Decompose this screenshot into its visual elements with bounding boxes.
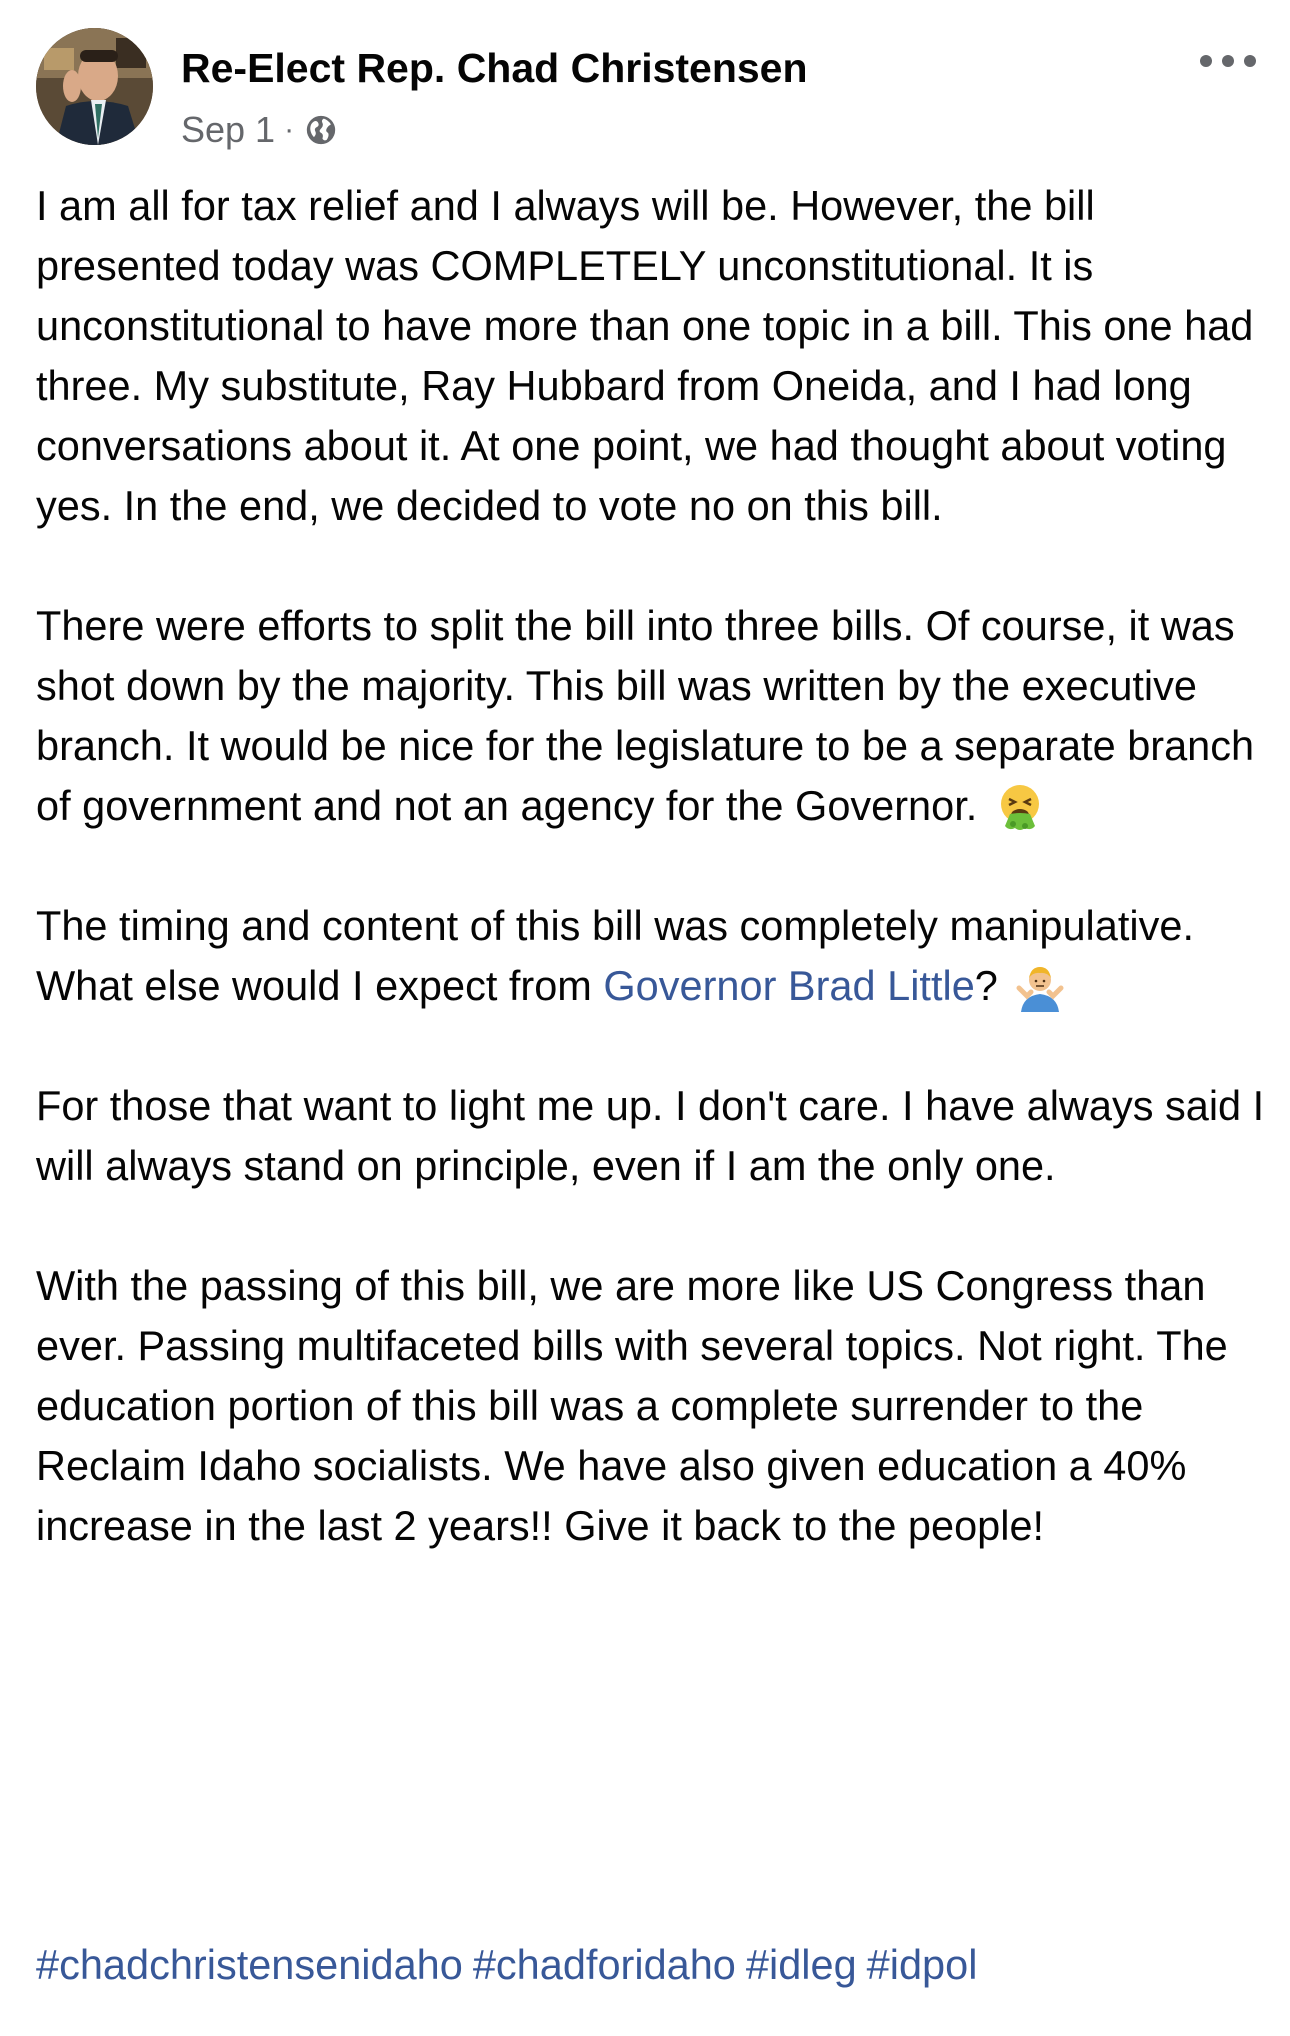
globe-icon[interactable]	[304, 113, 338, 147]
hashtag-row	[36, 1935, 987, 1995]
hashtag-link[interactable]: #idleg	[745, 1941, 857, 1988]
hashtag-link[interactable]: #chadforidaho	[472, 1941, 736, 1988]
more-options-button[interactable]	[1196, 46, 1260, 76]
more-horizontal-icon	[1196, 54, 1260, 68]
post-paragraph	[36, 596, 1266, 836]
paragraph-text: For those that want to light me up. I don't care. I have always said I will always stand on principle, even if I am the only one.	[36, 1082, 1265, 1189]
governor-link[interactable]: Governor Brad Little	[603, 962, 975, 1009]
post-meta	[181, 108, 338, 152]
person-shrugging-emoji	[1015, 962, 1065, 1012]
avatar[interactable]	[36, 28, 153, 145]
post-date[interactable]: Sep 1	[181, 109, 276, 150]
paragraph-text: There were efforts to split the bill into three bills. Of course, it was shot down by the majority. This bill was written by the executive branch. It would be nice for the legislature to be a separate branch of government and not an agency for the Governor.	[36, 602, 1255, 829]
avatar-photo	[36, 28, 153, 145]
post-paragraph	[36, 176, 1266, 536]
paragraph-text: The timing and content of this bill was completely manipulative. What else would I expect from	[36, 902, 1194, 1009]
vomiting-face-emoji	[995, 782, 1045, 832]
hashtag-link[interactable]: #chadchristensenidaho	[36, 1941, 463, 1988]
hashtag-link[interactable]: #idpol	[866, 1941, 978, 1988]
post-paragraph	[36, 1256, 1266, 1556]
meta-separator: ·	[284, 113, 295, 146]
paragraph-text-end: ?	[974, 962, 998, 1009]
post-paragraph	[36, 1076, 1266, 1196]
paragraph-text: I am all for tax relief and I always will be. However, the bill presented today was COMPLETELY unconstitutional. It is unconstitutional to have more than one topic in a bill. This one had three. My substitute, Ray Hubbard from Oneida, and I had long conversations about it. At one point, we had thought about voting yes. In the end, we decided to vote no on this bill.	[36, 182, 1254, 529]
paragraph-text: With the passing of this bill, we are more like US Congress than ever. Passing multifaceted bills with several topics. Not right. The education portion of this bill was a complete surrender to the Reclaim Idaho socialists. We have also given education a 40% increase in the last 2 years!! Give it back to the people!	[36, 1262, 1228, 1549]
author-name[interactable]: Re-Elect Rep. Chad Christensen	[181, 45, 808, 91]
post-header	[0, 0, 1290, 170]
post-paragraph	[36, 896, 1266, 1016]
post-body	[36, 176, 1266, 1556]
